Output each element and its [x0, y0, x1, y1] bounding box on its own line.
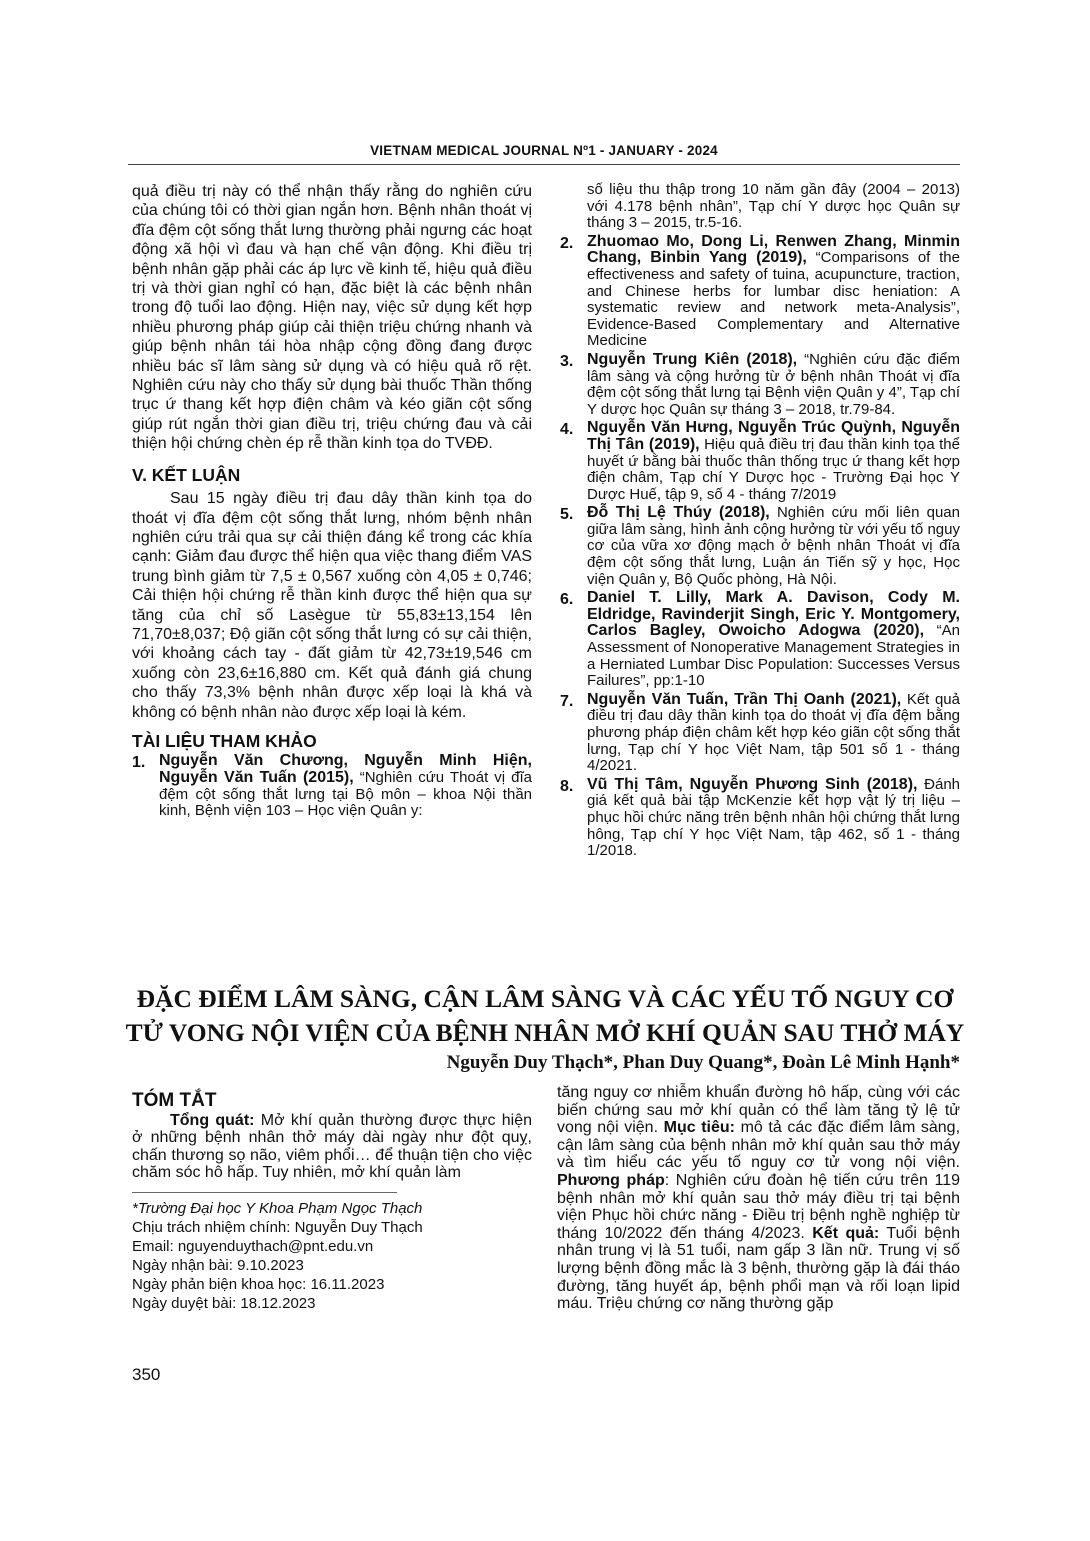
page-number: 350: [132, 1365, 161, 1384]
reference-text: “An Assessment of Nonoperative Management Strategies in a Herniated Lumbar Disc Population: Successes Versus Failures”, pp:1-10: [587, 622, 961, 690]
reference-number: 5.: [560, 506, 574, 524]
footnote-received: Ngày nhận bài: 9.10.2023: [132, 1256, 304, 1274]
left-column: [132, 182, 532, 822]
reference-body: [587, 590, 960, 690]
abstract-paragraph: [557, 1084, 960, 1313]
references-heading: TÀI LIỆU THAM KHẢO: [132, 730, 317, 751]
reference-text: Kết quả điều trị đau dây thần kinh tọa do thoát vị đĩa đệm bằng phương pháp điện châm kết hợp kéo giãn cột sống thắt lưng, Tạp chí Y học Việt Nam, tập 501 số 1 - tháng 4/2021.: [587, 690, 960, 775]
conclusion-paragraph: Sau 15 ngày điều trị đau dây thần kinh tọa do thoát vị đĩa đệm cột sống thắt lưng, nhóm bệnh nhân nghiên cứu trải qua sự cải thiện đáng kể trong các khía cạnh: Giảm đau được thể hiện qua việc thang điểm VAS trung bình giảm từ 7,5 ± 0,567 xuống còn 4,05 ± 0,746; Cải thiện hội chứng rễ thần kinh được thể hiện qua sự tăng của chỉ số Lasègue từ 55,83±13,154 lên 71,70±8,037; Độ giãn cột sống thắt lưng có sự cải thiện, với khoảng cách tay - đất giảm từ 42,73±19,546 cm xuống còn 23,6±16,880 cm. Kết quả đánh giá chung cho thấy 73,3% bệnh nhân được xếp loại là khá và không có bệnh nhân nào được xếp loại là kém.: [132, 490, 532, 721]
article-title-line: ĐẶC ĐIỂM LÂM SÀNG, CẬN LÂM SÀNG VÀ CÁC YẾU TỐ NGUY CƠ: [136, 984, 954, 1013]
reference-number: 6.: [560, 591, 574, 609]
reference-text: Nghiên cứu mối liên quan giữa lâm sàng, hình ảnh cộng hưởng từ với yếu tố nguy cơ của vữa xơ động mạch ở bệnh nhân Thoát vị đĩa đệm cột sống thắt lưng, Luận án Tiến sỹ y học, Học viện Quân y, Bộ Quốc phòng, Hà Nội.: [587, 504, 960, 588]
reference-body: [159, 753, 532, 819]
abstract-heading: TÓM TẮT: [132, 1090, 217, 1111]
reference-authors: Vũ Thị Tâm, Nguyễn Phương Sinh (2018),: [587, 775, 918, 793]
header-rule: [128, 164, 960, 165]
abstract-label: Phương pháp: [557, 1171, 665, 1189]
reference-item: [560, 505, 960, 588]
footnote-reviewed: Ngày phản biện khoa học: 16.11.2023: [132, 1275, 385, 1293]
footnote: [132, 1199, 532, 1313]
reference-item: [560, 590, 960, 690]
abstract-right: [557, 1084, 960, 1313]
reference-body: [587, 777, 960, 860]
reference-number: 1.: [132, 754, 146, 772]
reference-body: [587, 234, 960, 350]
abstract-text: : Nghiên cứu đoàn hệ tiến cứu trên 119 bệnh nhân mở khí quản sau thở máy điều trị tại bệnh viện Phục hồi chức năng - Điều trị bệnh nghề nghiệp từ tháng 10/2022 đến tháng 4/2023.: [557, 1171, 960, 1242]
reference-item: [560, 420, 960, 503]
abstract-paragraph: [132, 1112, 532, 1182]
reference-text: “Nghiên cứu Thoát vị đĩa đệm cột sống thắt lưng tại Bộ môn – khoa Nội thần kinh, Bệnh viện 103 – Học viện Quân y:: [159, 768, 532, 820]
footnote-accepted: Ngày duyệt bài: 18.12.2023: [132, 1294, 316, 1312]
reference-text: Hiệu quả điều trị đau thần kinh tọa thể huyết ứ bằng bài thuốc thân thống trục ứ thang kết hợp điện châm, Tạp chí Y Dược học - Trường Đại học Y Dược Huế, tập 9, số 4 - tháng 7/2019: [587, 435, 960, 503]
reference-text: “Nghiên cứu đặc điểm lâm sàng và cộng hưởng từ ở bệnh nhân Thoát vị đĩa đệm cột sống thắt lưng tại Bệnh viện Quân y 4”, Tạp chí Y dược học Quân sự tháng 3 – 2018, tr.79-84.: [587, 350, 961, 418]
abstract-label: Kết quả:: [812, 1224, 880, 1242]
discussion-paragraph: quả điều trị này có thể nhận thấy rằng do nghiên cứu của chúng tôi có thời gian ngắn hơn. Bệnh nhân thoát vị đĩa đệm cột sống thắt lưng thường phải ngưng các hoạt động xã hội vì đau và hạn chế vận động. Khi điều trị bệnh nhân gặp phải các áp lực về kinh tế, hiệu quả điều trị và thời gian nghỉ có hạn, đặc biệt là các bệnh nhân trong độ tuổi lao động. Hiện nay, việc sử dụng kết hợp nhiều phương pháp giúp cải thiện triệu chứng nhanh và giúp bệnh nhân tái hòa nhập cộng đồng đang được nhiều bác sĩ lâm sàng sử dụng và có hiệu quả rõ rệt. Nghiên cứu này cho thấy sử dụng bài thuốc Thần thống trục ứ thang kết hợp điện châm và kéo giãn cột sống giúp rút ngắn thời gian điều trị, triệu chứng đau và cải thiện hội chứng chèn ép rễ thần kinh tọa do TVĐĐ.: [132, 183, 532, 453]
reference-authors: Nguyễn Văn Hưng, Nguyễn Trúc Quỳnh, Nguyễn Thị Tân (2019),: [587, 419, 960, 453]
reference-authors: Zhuomao Mo, Dong Li, Renwen Zhang, Minmin Chang, Binbin Yang (2019),: [587, 232, 960, 267]
reference-authors: Đỗ Thị Lệ Thúy (2018),: [587, 504, 770, 522]
article-authors: Nguyễn Duy Thạch*, Phan Duy Quang*, Đoàn Lê Minh Hạnh*: [446, 1052, 960, 1073]
reference-number: 4.: [560, 421, 574, 439]
reference-body: [587, 692, 960, 775]
reference-authors: Nguyễn Văn Tuấn, Trần Thị Oanh (2021),: [587, 690, 902, 708]
abstract-text: mô tả các đặc điểm lâm sàng, cận lâm sàng của bệnh nhân mở khí quản sau thở máy và tìm hiểu các yếu tố nguy cơ tử vong nội viện.: [557, 1119, 961, 1172]
reference-authors: Daniel T. Lilly, Mark A. Davison, Cody M. Eldridge, Ravinderjit Singh, Eric Y. Montgomery, Carlos Bagley, Owoicho Adogwa (2020),: [587, 589, 960, 640]
reference-item: [560, 234, 960, 350]
reference-number: 7.: [560, 692, 574, 710]
reference-item: [560, 777, 960, 860]
reference-authors: Nguyễn Văn Chương, Nguyễn Minh Hiện, Nguyễn Văn Tuấn (2015),: [159, 752, 532, 786]
abstract-text: Tuổi bệnh nhân trung vị là 51 tuổi, nam gấp 3 lần nữ. Trung vị số lượng bệnh đồng mắc là 3 bệnh, thường gặp là đái tháo đường, tăng huyết áp, bệnh phổi mạn và rối loạn lipid máu. Triệu chứng cơ năng thường gặp: [557, 1224, 961, 1313]
reference-text: Đánh giá kết quả bài tập McKenzie kết hợp vật lý trị liệu – phục hồi chức năng trên bệnh nhân hội chứng thắt lưng hông, Tạp chí Y học Việt Nam, tập 462, số 1 - tháng 1/2018.: [587, 775, 961, 860]
running-header: VIETNAM MEDICAL JOURNAL Nº1 - JANUARY - 2024: [370, 143, 718, 158]
footnote-rule: [132, 1192, 397, 1193]
abstract-left: [132, 1092, 532, 1313]
footnote-affiliation: *Trường Đại học Y Khoa Phạm Ngọc Thạch: [132, 1199, 423, 1217]
abstract-text: tăng nguy cơ nhiễm khuẩn đường hô hấp, cùng với các biến chứng sau mở khí quản có thể làm tăng tỷ lệ tử vong nội viện.: [557, 1084, 960, 1137]
reference-item: [560, 692, 960, 775]
reference-number: 3.: [560, 352, 574, 370]
reference-body: [587, 420, 960, 503]
reference-item: [132, 753, 532, 819]
conclusion-heading: V. KẾT LUẬN: [132, 464, 241, 485]
reference-item: [560, 352, 960, 418]
reference-number: 2.: [560, 234, 574, 252]
reference-body: [587, 352, 960, 418]
abstract-label: Tổng quát:: [170, 1111, 255, 1129]
abstract-text: Mở khí quản thường được thực hiện ở những bệnh nhân thở máy dài ngày như đột quỵ, chấn thương sọ não, viêm phổi… để thuận tiện cho việc chăm sóc hô hấp. Tuy nhiên, mở khí quản làm: [132, 1111, 533, 1182]
abstract-label: Mục tiêu:: [663, 1119, 735, 1137]
reference-number: 8.: [560, 777, 574, 795]
article-title-line: TỬ VONG NỘI VIỆN CỦA BỆNH NHÂN MỞ KHÍ QUẢN SAU THỞ MÁY: [125, 1018, 965, 1047]
reference-body: [587, 505, 960, 588]
reference-continuation: số liệu thu thập trong 10 năm gần đây (2004 – 2013) với 4.178 bệnh nhân”, Tạp chí Y dược học Quân sự tháng 3 – 2015, tr.5-16.: [587, 181, 960, 232]
reference-authors: Nguyễn Trung Kiên (2018),: [587, 350, 798, 368]
footnote-corresponding: Chịu trách nhiệm chính: Nguyễn Duy Thạch: [132, 1218, 423, 1236]
reference-text: “Comparisons of the effectiveness and safety of tuina, acupuncture, traction, and Chinese herbs for lumbar disc heniation: A systematic review and network meta-Analysis”, Evidence-Based Complementary and Alternative Medicine: [587, 249, 960, 350]
reference-list: [560, 234, 960, 860]
article-title: [120, 982, 970, 1050]
footnote-email: Email: nguyenduythach@pnt.edu.vn: [132, 1237, 374, 1255]
right-column: [560, 182, 960, 862]
